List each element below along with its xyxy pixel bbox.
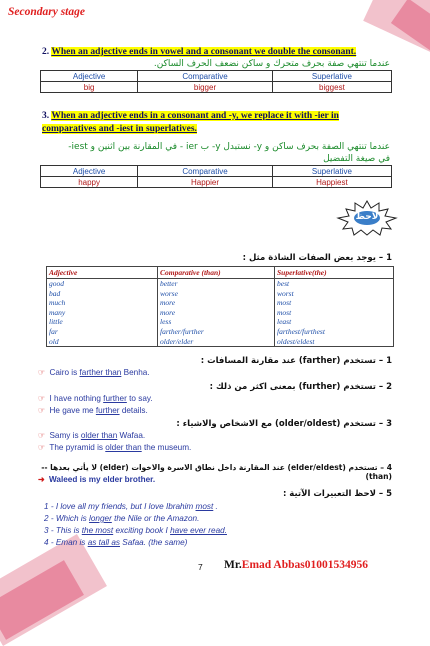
table-cell: biggest [272, 82, 391, 93]
example-sentence: ☞ He gave me further details. [38, 406, 148, 415]
table-header: Adjective [41, 166, 138, 177]
example-highlight: further [103, 394, 127, 403]
adjective: far [49, 326, 58, 336]
example-highlight: older than [80, 431, 118, 440]
expression-line: 4 - Eman is as tall as Safaa. (the same) [44, 538, 188, 547]
expression-line: 1 - I love all my friends, but I love Ibrahim most . [44, 502, 218, 511]
table-header: Superlative [272, 166, 391, 177]
superlative: most [277, 298, 292, 308]
table-header: Comparative [138, 166, 273, 177]
note-badge [336, 200, 398, 236]
author-name: Emad Abbas [241, 559, 305, 571]
rule-3-text-line2: comparatives and -iest in superlatives. [42, 124, 197, 134]
example-sentence: ☞ The pyramid is older than the museum. [38, 443, 192, 452]
table-header: Adjective [41, 71, 138, 82]
adjective: much [49, 298, 66, 308]
rule-2-text: When an adjective ends in vowel and a consonant we double the consonant. [51, 47, 357, 57]
table-header: Superlative(the) [275, 267, 394, 279]
rule-3-arabic-line2: في صيغة التفضيل [323, 154, 390, 164]
adjective: good [49, 279, 64, 288]
irregular-adjectives-table [46, 266, 394, 347]
older-heading: 3 – تستخدم (older/oldest) مع الاشخاص والاشياء : [176, 419, 392, 429]
author-prefix: Mr. [224, 559, 242, 571]
hand-pointer-icon: ☞ [38, 368, 46, 377]
table-cell [47, 279, 158, 347]
hand-pointer-icon: ☞ [38, 406, 46, 415]
rule-2-arabic: عندما تنتهي صفة بحرف متحرك و ساكن نضعف الحرف الساكن. [153, 59, 390, 69]
superlative: most [277, 307, 292, 317]
author-signature [224, 559, 368, 571]
hand-pointer-icon: ➜ [38, 475, 45, 484]
rule-3-table [40, 165, 392, 188]
superlative: best [277, 279, 290, 288]
farther-heading: 1 – تستخدم (farther) عند مقارنة المسافات : [200, 356, 392, 366]
comparative: more [160, 298, 176, 308]
rule-3-text-line1: When an adjective ends in a consonant and -y, we replace it with -ier in [51, 111, 339, 121]
page-header-title: Secondary stage [8, 6, 85, 18]
adjective: many [49, 307, 66, 317]
example-highlight: further [95, 406, 120, 415]
note-badge-label: لاحظ [355, 212, 379, 222]
expression-line: 2 - Which is longer the Nile or the Amazon. [44, 514, 200, 523]
example-sentence [38, 475, 155, 484]
further-heading: 2 – تستخدم (further) بمعنى اكثر من ذلك : [209, 382, 392, 392]
expression-line: 3 - This is the most exciting book I have ever read. [44, 526, 227, 535]
comparative: older/elder [160, 336, 194, 346]
table-cell [275, 279, 394, 347]
hand-pointer-icon: ☞ [38, 443, 46, 452]
rule-3-arabic-line1: عندما تنتهي الصفة بحرف ساكن و y- نستبدل y- ب ier - في المقارنة بين اثنين و iest- [68, 142, 390, 152]
example-sentence: ☞ Samy is older than Wafaa. [38, 431, 146, 440]
table-cell: Happier [138, 177, 273, 188]
superlative: oldest/eldest [277, 336, 315, 346]
table-cell [158, 279, 275, 347]
comparative: worse [160, 288, 178, 298]
table-header: Comparative (than) [158, 267, 275, 279]
table-cell: bigger [138, 82, 273, 93]
comparative: less [160, 317, 172, 327]
table-header: Comparative [138, 71, 273, 82]
elder-heading: 4 – تستخدم (elder/eldest) عند المقارنة داخل نطاق الاسرة والاخوات (elder) لا يأتي بعدها -- (than) [41, 463, 392, 481]
superlative: farthest/furthest [277, 326, 325, 336]
rule-3-number: 3. [42, 111, 50, 121]
irregular-adjectives-heading: 1 – يوجد بعض الصفات الشاذة مثل : [242, 253, 392, 263]
table-cell: Happiest [272, 177, 391, 188]
example-text: Waleed is my elder brother. [48, 475, 156, 484]
expressions-heading: 5 – لاحظ التعبيرات الآتية : [282, 489, 392, 499]
superlative: least [277, 317, 292, 327]
example-highlight: older than [105, 443, 142, 452]
comparative: farther/further [160, 326, 204, 336]
comparative: more [160, 307, 176, 317]
author-phone: 01001534956 [304, 559, 368, 571]
comparative: better [160, 279, 178, 288]
table-header: Superlative [272, 71, 391, 82]
hand-pointer-icon: ☞ [38, 394, 46, 403]
example-sentence: ☞ Cairo is farther than Benha. [38, 368, 150, 377]
superlative: worst [277, 288, 294, 298]
page-number: 7 [198, 562, 203, 572]
example-part: Cairo is [49, 368, 80, 377]
adjective: little [49, 317, 63, 327]
adjective: old [49, 336, 59, 346]
table-cell: big [41, 82, 138, 93]
rule-2-table [40, 70, 392, 93]
rule-2-number: 2. [42, 47, 50, 57]
table-header: Adjective [47, 267, 158, 279]
example-sentence: ☞ I have nothing further to say. [38, 394, 153, 403]
rule-3 [42, 110, 422, 136]
example-highlight: farther than [79, 368, 122, 377]
hand-pointer-icon: ☞ [38, 431, 46, 440]
adjective: bad [49, 288, 61, 298]
table-cell: happy [41, 177, 138, 188]
